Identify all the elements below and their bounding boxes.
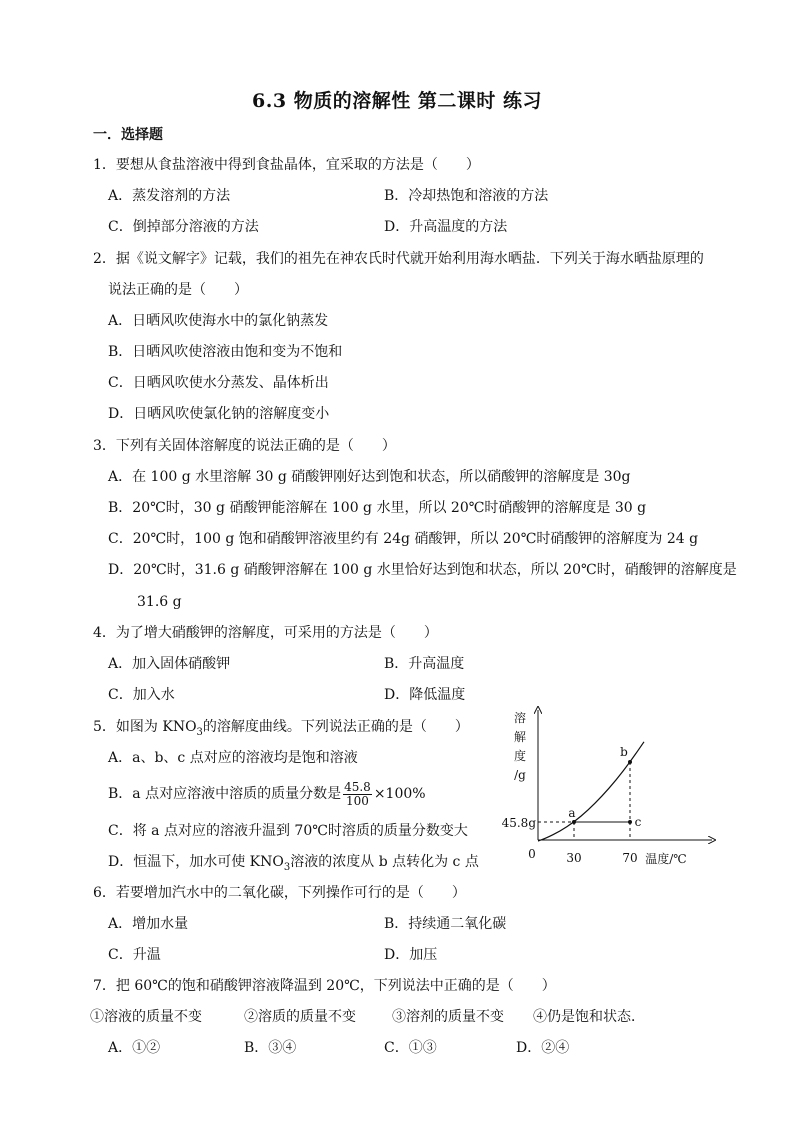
question-2-option-c: C．日晒风吹使水分蒸发、晶体析出 [108, 375, 329, 391]
question-2-option-a: A．日晒风吹使海水中的氯化钠蒸发 [108, 313, 329, 329]
question-5-stem-pre: 5．如图为 KNO [93, 719, 197, 735]
question-7-statement-2: ②溶质的质量不变 [244, 1009, 356, 1025]
question-7-statement-4: ④仍是饱和状态． [533, 1009, 645, 1025]
point-label-a: a [568, 806, 576, 820]
section-heading: 一．选择题 [93, 127, 163, 143]
question-3-option-d-cont: 31.6 g [137, 594, 182, 610]
question-1-option-c: C．倒掉部分溶液的方法 [108, 219, 259, 235]
fraction-numerator: 45.8 [344, 779, 371, 794]
point-label-c: c [634, 815, 642, 829]
question-3-option-a: A．在 100 g 水里溶解 30 g 硝酸钾刚好达到饱和状态，所以硝酸钾的溶解度是 30g [108, 469, 631, 485]
question-5-option-b-post: ×100% [373, 786, 426, 802]
question-4-option-d: D．降低温度 [384, 687, 466, 703]
page-title: 6.3 物质的溶解性 第二课时 练习 [252, 90, 542, 112]
question-5-option-c: C．将 a 点对应的溶液升温到 70℃时溶质的质量分数变大 [108, 823, 468, 839]
y-axis-label-char: 度 [513, 749, 527, 763]
question-1-stem: 1．要想从食盐溶液中得到食盐晶体，宜采取的方法是（ ） [93, 157, 480, 173]
question-3-option-b: B．20℃时，30 g 硝酸钾能溶解在 100 g 水里，所以 20℃时硝酸钾的溶解度是 30 g [108, 500, 647, 516]
kno3-solubility-chart [490, 700, 730, 880]
question-5-option-d-post: 溶液的浓度从 b 点转化为 c 点 [290, 854, 479, 870]
x-axis-label: 温度/℃ [645, 852, 687, 866]
y-axis-unit: /g [514, 768, 526, 782]
question-3-option-c: C．20℃时，100 g 饱和硝酸钾溶液里约有 24g 硝酸钾，所以 20℃时硝酸钾的溶解度为 24 g [108, 531, 699, 547]
question-5-stem [93, 718, 469, 742]
question-5-option-a: A．a、b、c 点对应的溶液均是饱和溶液 [108, 750, 358, 766]
question-2-stem-cont: 说法正确的是（ ） [108, 282, 248, 298]
question-6-option-a: A．增加水量 [108, 916, 189, 932]
question-3-option-d: D．20℃时，31.6 g 硝酸钾溶解在 100 g 水里恰好达到饱和状态，所以 20℃时，硝酸钾的溶解度是 [108, 562, 737, 578]
question-5-option-b [108, 774, 426, 814]
data-point-c [628, 820, 632, 824]
question-5-option-b-pre: B．a 点对应溶液中溶质的质量分数是 [108, 786, 342, 802]
question-6-option-d: D．加压 [384, 947, 438, 963]
point-label-b: b [620, 745, 628, 759]
question-1-option-b: B．冷却热饱和溶液的方法 [384, 188, 549, 204]
question-5-option-d-sub: 3 [283, 861, 291, 873]
y-axis-label-char: 溶 [513, 711, 527, 725]
question-6-stem: 6．若要增加汽水中的二氧化碳，下列操作可行的是（ ） [93, 885, 466, 901]
y-axis-label-char: 解 [513, 730, 527, 744]
question-3-stem: 3．下列有关固体溶解度的说法正确的是（ ） [93, 438, 396, 454]
question-4-option-b: B．升高温度 [384, 656, 465, 672]
question-7-option-b: B．③④ [244, 1040, 297, 1056]
question-7-statement-3: ③溶剂的质量不变 [392, 1009, 504, 1025]
question-7-stem: 7．把 60℃的饱和硝酸钾溶液降温到 20℃，下列说法中正确的是（ ） [93, 978, 556, 994]
question-6-option-c: C．升温 [108, 947, 161, 963]
data-point-b [628, 760, 632, 764]
solubility-curve [538, 742, 644, 841]
question-7-statement-1: ①溶液的质量不变 [90, 1009, 202, 1025]
question-5-option-d [108, 853, 479, 877]
question-4-stem: 4．为了增大硝酸钾的溶解度，可采用的方法是（ ） [93, 625, 438, 641]
question-4-option-c: C．加入水 [108, 687, 175, 703]
origin-label: 0 [528, 847, 536, 861]
fraction-denominator: 100 [346, 793, 369, 808]
data-point-a [572, 820, 576, 824]
question-2-stem: 2．据《说文解字》记载，我们的祖先在神农氏时代就开始利用海水晒盐．下列关于海水晒盐原理的 [93, 251, 704, 267]
question-7-option-a: A．①② [108, 1040, 161, 1056]
question-5-stem-sub: 3 [196, 726, 203, 738]
question-1-option-d: D．升高温度的方法 [384, 219, 508, 235]
question-2-option-d: D．日晒风吹使氯化钠的溶解度变小 [108, 406, 330, 422]
question-7-option-c: C．①③ [384, 1040, 437, 1056]
question-4-option-a: A．加入固体硝酸钾 [108, 656, 231, 672]
y-tick-label: 45.8g [501, 816, 536, 830]
fraction [343, 781, 372, 808]
question-5-option-d-pre: D．恒温下，加水可使 KNO [108, 854, 284, 870]
question-7-option-d: D．②④ [516, 1040, 570, 1056]
x-tick-label: 30 [566, 851, 582, 865]
question-1-option-a: A．蒸发溶剂的方法 [108, 188, 231, 204]
question-6-option-b: B．持续通二氧化碳 [384, 916, 507, 932]
x-tick-label: 70 [622, 851, 638, 865]
question-5-stem-post: 的溶解度曲线。下列说法正确的是（ ） [202, 719, 469, 735]
question-2-option-b: B．日晒风吹使溶液由饱和变为不饱和 [108, 344, 343, 360]
